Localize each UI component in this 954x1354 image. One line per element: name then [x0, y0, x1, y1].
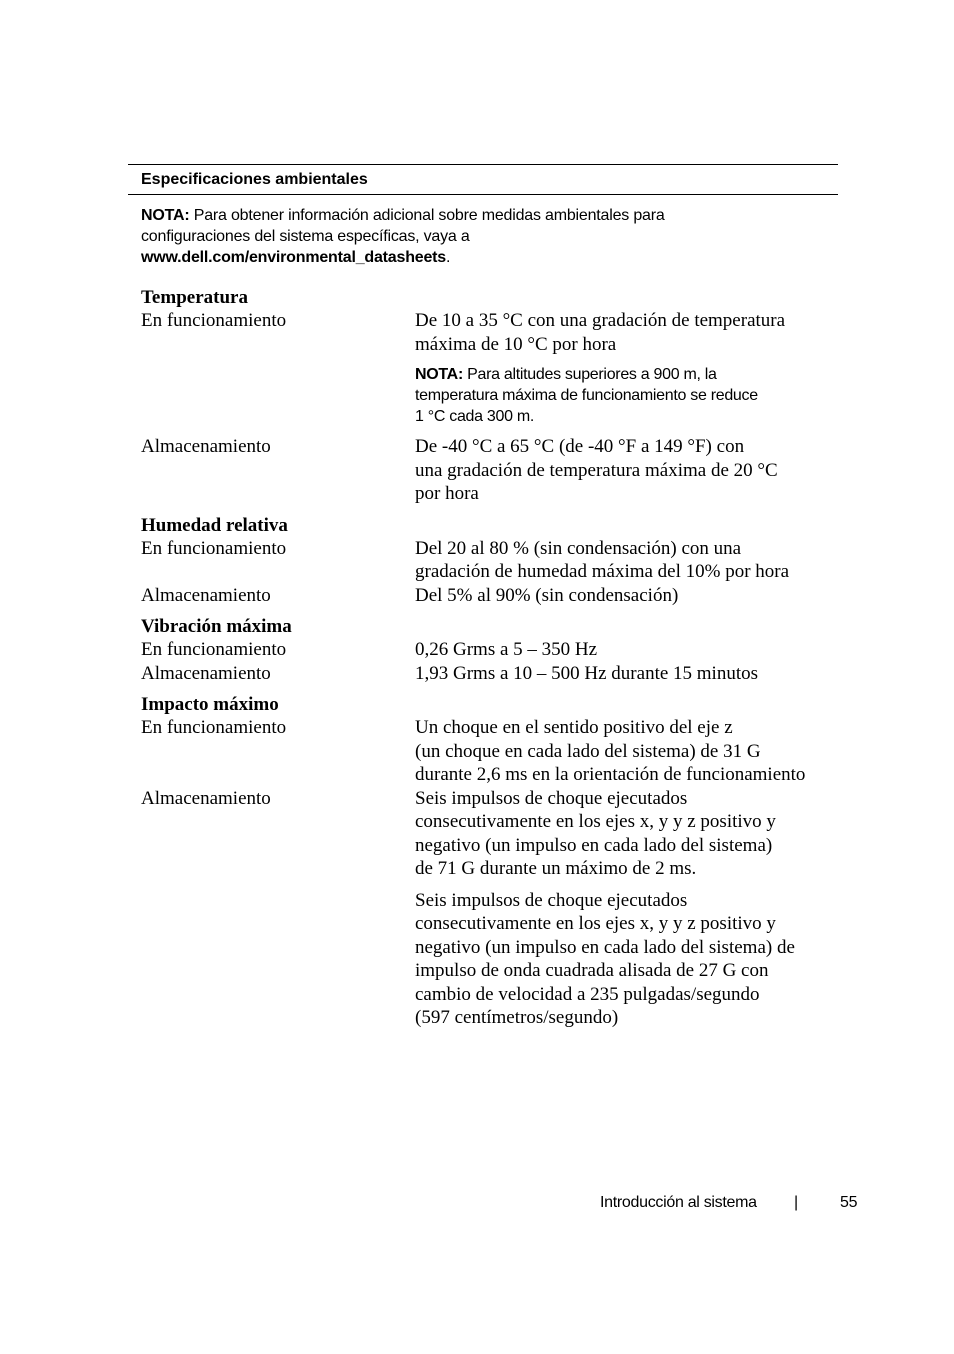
- note-end: .: [446, 249, 451, 266]
- section-title: Impacto máximo: [141, 694, 279, 715]
- row-value: [415, 537, 838, 584]
- row-label: Almacenamiento: [141, 787, 271, 809]
- section-impacto: [141, 693, 838, 1030]
- row-note-line: Para altitudes superiores a 900 m, la: [462, 366, 717, 383]
- row-label: En funcionamiento: [141, 537, 287, 559]
- spec-row: [141, 584, 838, 608]
- spec-row: [141, 787, 838, 1030]
- footer-separator: |: [794, 1194, 798, 1211]
- value-line: negativo (un impulso en cada lado del sistema) de: [415, 936, 795, 958]
- value-line: impulso de onda cuadrada alisada de 27 G con: [415, 960, 769, 981]
- value-line: 1,93 Grms a 10 – 500 Hz durante 15 minutos: [415, 662, 759, 684]
- row-label: Almacenamiento: [141, 584, 271, 606]
- value-line: durante 2,6 ms en la orientación de funcionamiento: [415, 764, 806, 785]
- row-note: [415, 364, 838, 427]
- spec-row: [141, 537, 838, 584]
- row-label: Almacenamiento: [141, 436, 271, 457]
- value-line: De 10 a 35 °C con una gradación de temperatura: [415, 310, 786, 331]
- value-line: Del 5% al 90% (sin condensación): [415, 584, 679, 606]
- row-value: [415, 662, 838, 686]
- spec-row: [141, 662, 838, 686]
- page-number: 55: [840, 1194, 858, 1211]
- section-temperatura: [141, 286, 838, 506]
- value-line: una gradación de temperatura máxima de 20 °C: [415, 459, 778, 481]
- spec-row: [141, 716, 838, 787]
- row-value: [415, 435, 838, 506]
- value-line: consecutivamente en los ejes x, y y z positivo y: [415, 913, 776, 934]
- row-value: [415, 584, 838, 608]
- row-value: [415, 716, 838, 787]
- spec-row: [141, 638, 838, 662]
- value-line: de 71 G durante un máximo de 2 ms.: [415, 858, 697, 879]
- row-value: [415, 787, 838, 1030]
- row-label: Almacenamiento: [141, 662, 271, 684]
- value-line: (597 centímetros/segundo): [415, 1007, 619, 1028]
- section-title: Vibración máxima: [141, 616, 292, 637]
- row-label: En funcionamiento: [141, 639, 287, 660]
- section-vibracion: [141, 615, 838, 685]
- row-note-line: 1 °C cada 300 m.: [415, 408, 534, 425]
- note-line-1: Para obtener información adicional sobre medidas ambientales para: [189, 207, 665, 224]
- value-line: 0,26 Grms a 5 – 350 Hz: [415, 639, 598, 660]
- value-line: Seis impulsos de choque ejecutados: [415, 889, 688, 911]
- value-line: Del 20 al 80 % (sin condensación) con una: [415, 537, 742, 559]
- value-line: consecutivamente en los ejes x, y y z positivo y: [415, 811, 776, 832]
- note-line-2: configuraciones del sistema específicas, vaya a: [141, 228, 470, 245]
- value-line: Seis impulsos de choque ejecutados: [415, 787, 688, 809]
- value-line: negativo (un impulso en cada lado del sistema): [415, 834, 773, 856]
- footer-section-title: Introducción al sistema: [600, 1194, 757, 1211]
- row-label: En funcionamiento: [141, 310, 287, 331]
- spec-row: [141, 435, 838, 506]
- note-link[interactable]: www.dell.com/environmental_datasheets: [141, 249, 446, 266]
- section-title: Temperatura: [141, 287, 248, 308]
- value-line: por hora: [415, 483, 479, 504]
- row-value: [415, 638, 838, 662]
- table-title: Especificaciones ambientales: [128, 164, 838, 195]
- section-title: Humedad relativa: [141, 514, 288, 536]
- section-humedad: [141, 514, 838, 608]
- value-line: (un choque en cada lado del sistema) de 31 G: [415, 740, 761, 762]
- note-label: NOTA:: [141, 207, 190, 224]
- spec-row: [141, 309, 838, 435]
- row-label: En funcionamiento: [141, 717, 287, 738]
- table-note: [128, 195, 838, 268]
- row-note-label: NOTA:: [415, 366, 463, 383]
- environmental-spec-table: [128, 164, 838, 1038]
- row-value: [415, 309, 838, 435]
- value-line: De -40 °C a 65 °C (de -40 °F a 149 °F) con: [415, 436, 745, 457]
- value-line: máxima de 10 °C por hora: [415, 333, 617, 355]
- value-line: cambio de velocidad a 235 pulgadas/segundo: [415, 983, 760, 1005]
- value-line: gradación de humedad máxima del 10% por hora: [415, 561, 790, 582]
- value-line: Un choque en el sentido positivo del eje z: [415, 717, 733, 738]
- row-note-line: temperatura máxima de funcionamiento se reduce: [415, 387, 758, 404]
